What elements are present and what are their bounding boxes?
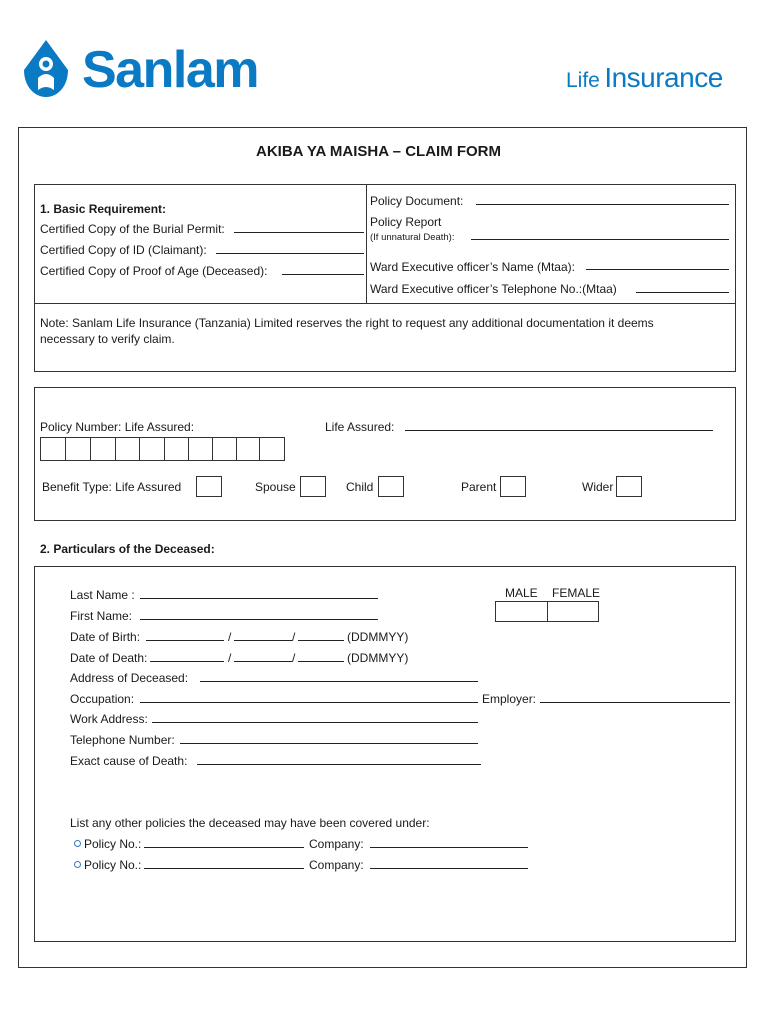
work-address-label: Work Address: [70,712,148,726]
basic-heading: 1. Basic Requirement: [40,202,167,216]
dob-month-field[interactable] [234,640,292,641]
policy-digit-box[interactable] [188,437,214,461]
parent-label: Parent [461,480,497,494]
dob-day-field[interactable] [146,640,224,641]
dob-label: Date of Birth: [70,630,141,644]
wider-checkbox[interactable] [616,476,642,497]
policy-document-label: Policy Document: [370,194,464,208]
occupation-field[interactable] [140,702,478,703]
other-company-label-2: Company: [309,858,364,872]
other-policy-no-field-2[interactable] [144,868,304,869]
policy-digit-box[interactable] [90,437,116,461]
deceased-heading: 2. Particulars of the Deceased: [40,542,215,556]
dod-day-field[interactable] [150,661,224,662]
dod-sep-2: / [292,651,296,665]
other-company-label-1: Company: [309,837,364,851]
other-company-field-2[interactable] [370,868,528,869]
dob-sep-2: / [292,630,296,644]
policy-digit-box[interactable] [259,437,285,461]
policy-digit-box[interactable] [115,437,141,461]
spouse-checkbox[interactable] [300,476,326,497]
female-label: FEMALE [552,586,601,600]
brand-name: Sanlam [82,41,258,99]
male-checkbox[interactable] [495,601,548,622]
ward-name-label: Ward Executive officer’s Name (Mtaa): [370,260,575,274]
child-checkbox[interactable] [378,476,404,497]
brand-tagline [566,62,723,94]
last-name-field[interactable] [140,598,378,599]
tagline-insurance: Insurance [604,62,723,93]
note-text: Note: Sanlam Life Insurance (Tanzania) Limited reserves the right to request any additional documentation it deems necessary to verify claim. [40,316,654,346]
dob-sep-1: / [228,630,232,644]
employer-field[interactable] [540,702,730,703]
dod-year-field[interactable] [298,661,344,662]
form-title: AKIBA YA MAISHA – CLAIM FORM [256,143,502,160]
policy-digit-box[interactable] [40,437,66,461]
telephone-field[interactable] [180,743,478,744]
proof-age-label: Certified Copy of Proof of Age (Deceased): [40,264,268,278]
tagline-life: Life [566,69,600,92]
burial-permit-label: Certified Copy of the Burial Permit: [40,222,225,236]
male-label: MALE [505,586,538,600]
policy-number-label: Policy Number: Life Assured: [40,420,195,434]
bullet-icon [74,840,81,847]
burial-permit-field[interactable] [234,232,364,233]
female-checkbox[interactable] [547,601,599,622]
address-label: Address of Deceased: [70,671,189,685]
spouse-label: Spouse [255,480,296,494]
telephone-label: Telephone Number: [70,733,175,747]
work-address-field[interactable] [152,722,478,723]
policy-digit-box[interactable] [65,437,91,461]
life-assured-field[interactable] [405,430,713,431]
policy-digit-box[interactable] [164,437,190,461]
policy-digit-box[interactable] [212,437,238,461]
sanlam-shield-icon [23,40,69,98]
other-policy-no-field-1[interactable] [144,847,304,848]
id-claimant-field[interactable] [216,253,364,254]
life-assured-checkbox[interactable] [196,476,222,497]
wider-label: Wider [582,480,614,494]
first-name-field[interactable] [140,619,378,620]
benefit-type-label: Benefit Type: Life Assured [42,480,182,494]
id-claimant-label: Certified Copy of ID (Claimant): [40,243,207,257]
bullet-icon [74,861,81,868]
employer-label: Employer: [482,692,537,706]
child-label: Child [346,480,374,494]
ward-name-field[interactable] [586,269,729,270]
proof-age-field[interactable] [282,274,364,275]
other-company-field-1[interactable] [370,847,528,848]
basic-divider [366,184,367,304]
dod-month-field[interactable] [234,661,292,662]
cause-label: Exact cause of Death: [70,754,188,768]
dod-label: Date of Death: [70,651,148,665]
other-policy-no-label-1: Policy No.: [84,837,142,851]
other-policies-label: List any other policies the deceased may have been covered under: [70,816,430,830]
dob-year-field[interactable] [298,640,344,641]
ward-phone-field[interactable] [636,292,729,293]
policy-report-label: Policy Report [370,215,442,229]
sanlam-logo [20,38,290,102]
other-policy-no-label-2: Policy No.: [84,858,142,872]
policy-number-boxes [40,437,285,461]
dod-format: (DDMMYY) [347,651,409,665]
policy-document-field[interactable] [476,204,729,205]
last-name-label: Last Name : [70,588,135,602]
policy-report-field[interactable] [471,239,729,240]
first-name-label: First Name: [70,609,133,623]
parent-checkbox[interactable] [500,476,526,497]
cause-field[interactable] [197,764,481,765]
dod-sep-1: / [228,651,232,665]
dob-format: (DDMMYY) [347,630,409,644]
address-field[interactable] [200,681,478,682]
occupation-label: Occupation: [70,692,135,706]
life-assured-label: Life Assured: [325,420,395,434]
policy-report-note: (If unnatural Death): [370,232,455,243]
ward-phone-label: Ward Executive officer’s Telephone No.:(Mtaa) [370,282,617,296]
policy-digit-box[interactable] [139,437,165,461]
